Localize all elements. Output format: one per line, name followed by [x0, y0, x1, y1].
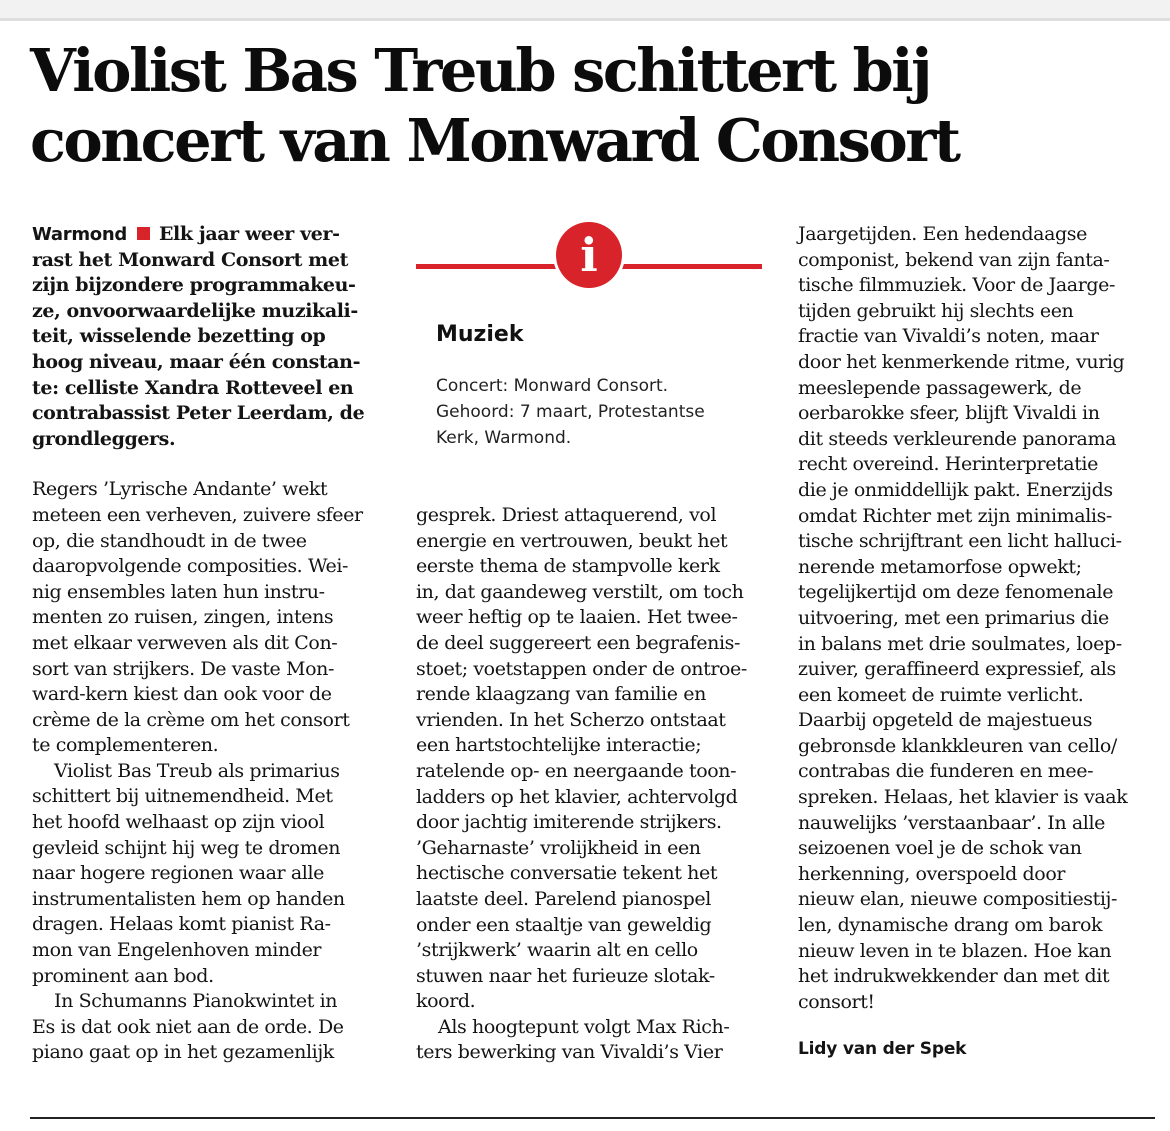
- info-title: Muziek: [436, 322, 524, 347]
- body-paragraph: In Schumanns Pianokwintet in Es is dat ook niet aan de orde. De piano gaat op in het gezamenlijk: [32, 990, 344, 1064]
- column-1: [32, 222, 377, 1066]
- column-3: [798, 222, 1158, 1063]
- headline: [30, 36, 1150, 176]
- body-paragraph: Regers ’Lyrische Andante’ wekt meteen een verheven, zuivere sfeer op, die standhoudt in de twee daaropvolgende composities. Wei- nig ensembles laten hun instru- menten zo ruisen, zingen, intens met elkaar verweven als dit Con- sort van strijkers. De vaste Mon- ward-kern kiest dan ook voor de crème de la crème om het consort te complementeren.: [32, 478, 363, 757]
- column-2: [416, 503, 761, 1066]
- body-paragraph: gesprek. Driest attaquerend, vol energie en vertrouwen, beukt het eerste thema de stampvolle kerk in, dat gaandeweg verstilt, om toch weer heftig op te laaien. Het twee- de deel suggereert een begrafenis- stoet; voetstappen onder de ontroe- rende klaagzang van familie en vrienden. In het Scherzo ontstaat een hartstochtelijke interactie; ratelende op- en neergaande toon- ladders op het klavier, achtervolgd door jachtig imiterende strijkers. ’Geharnaste’ vrolijkheid in een hectische conversatie tekent het laatste deel. Parelend pianospel onder een staaltje van geweldig ’strijkwerk’ waarin alt en cello stuwen naar het furieuze slotak- koord.: [416, 504, 747, 1013]
- top-bar: [0, 0, 1170, 21]
- bottom-rule: [30, 1117, 1155, 1119]
- red-square-icon: [137, 227, 150, 240]
- body-paragraph: Als hoogtepunt volgt Max Rich- ters bewerking van Vivaldi’s Vier: [416, 1015, 730, 1064]
- body-paragraph: Violist Bas Treub als primarius schittert bij uitnemendheid. Met het hoofd welhaast op zijn viool gevleid schijnt hij weg te dromen naar hogere regionen waar alle instrumentalisten hem op handen dragen. Helaas komt pianist Ra- mon van Engelenhoven minder prominent aan bod.: [32, 759, 345, 987]
- byline: Lidy van der Spek: [798, 1039, 967, 1060]
- intro-paragraph: Warmond Elk jaar weer ver- rast het Monward Consort met zijn bijzondere programmakeu- ze, onvoorwaardelijke muzikali- teit, wisselende bezetting op hoog niveau, maar één constan- te: celliste Xandra Rotteveel en contrabassist Peter Leerdam, de grondleggers.: [32, 223, 365, 450]
- info-details: Concert: Monward Consort. Gehoord: 7 maart, Protestantse Kerk, Warmond.: [436, 376, 705, 448]
- headline-line: concert van Monward Consort: [30, 106, 959, 175]
- dateline: Warmond: [32, 224, 127, 245]
- body-paragraph: Jaargetijden. Een hedendaagse componist, bekend van zijn fanta- tische filmmuziek. Voor de Jaarge- tijden gebruikt hij slechts een fractie van Vivaldi’s noten, maar door het kenmerkende ritme, vurig meeslepende passagewerk, de oerbarokke sfeer, blijft Vivaldi in dit steeds verkleurende panorama recht overeind. Herinterpretatie die je onmiddellijk pakt. Enerzijds omdat Richter met zijn minimalis- tische schrijftrant een licht halluci- nerende metamorfose opwekt; tegelijkertijd om deze fenomenale uitvoering, met een primarius die in balans met drie soulmates, loep- zuiver, geraffineerd expressief, als een komeet de ruimte verlicht. Daarbij opgeteld de majestueus gebronsde klankkleuren van cello/ contrabas die funderen en mee- spreken. Helaas, het klavier is vaak nauwelijks ’verstaanbaar’. In alle seizoenen voel je de schok van herkenning, overspoeld door nieuw elan, nieuwe compositiestij- len, dynamische drang om barok nieuw leven in te blazen. Hoe kan het indrukwekkender dan met dit consort!: [798, 223, 1128, 1013]
- headline-line: Violist Bas Treub schittert bij: [30, 36, 931, 105]
- info-icon: i: [556, 222, 622, 288]
